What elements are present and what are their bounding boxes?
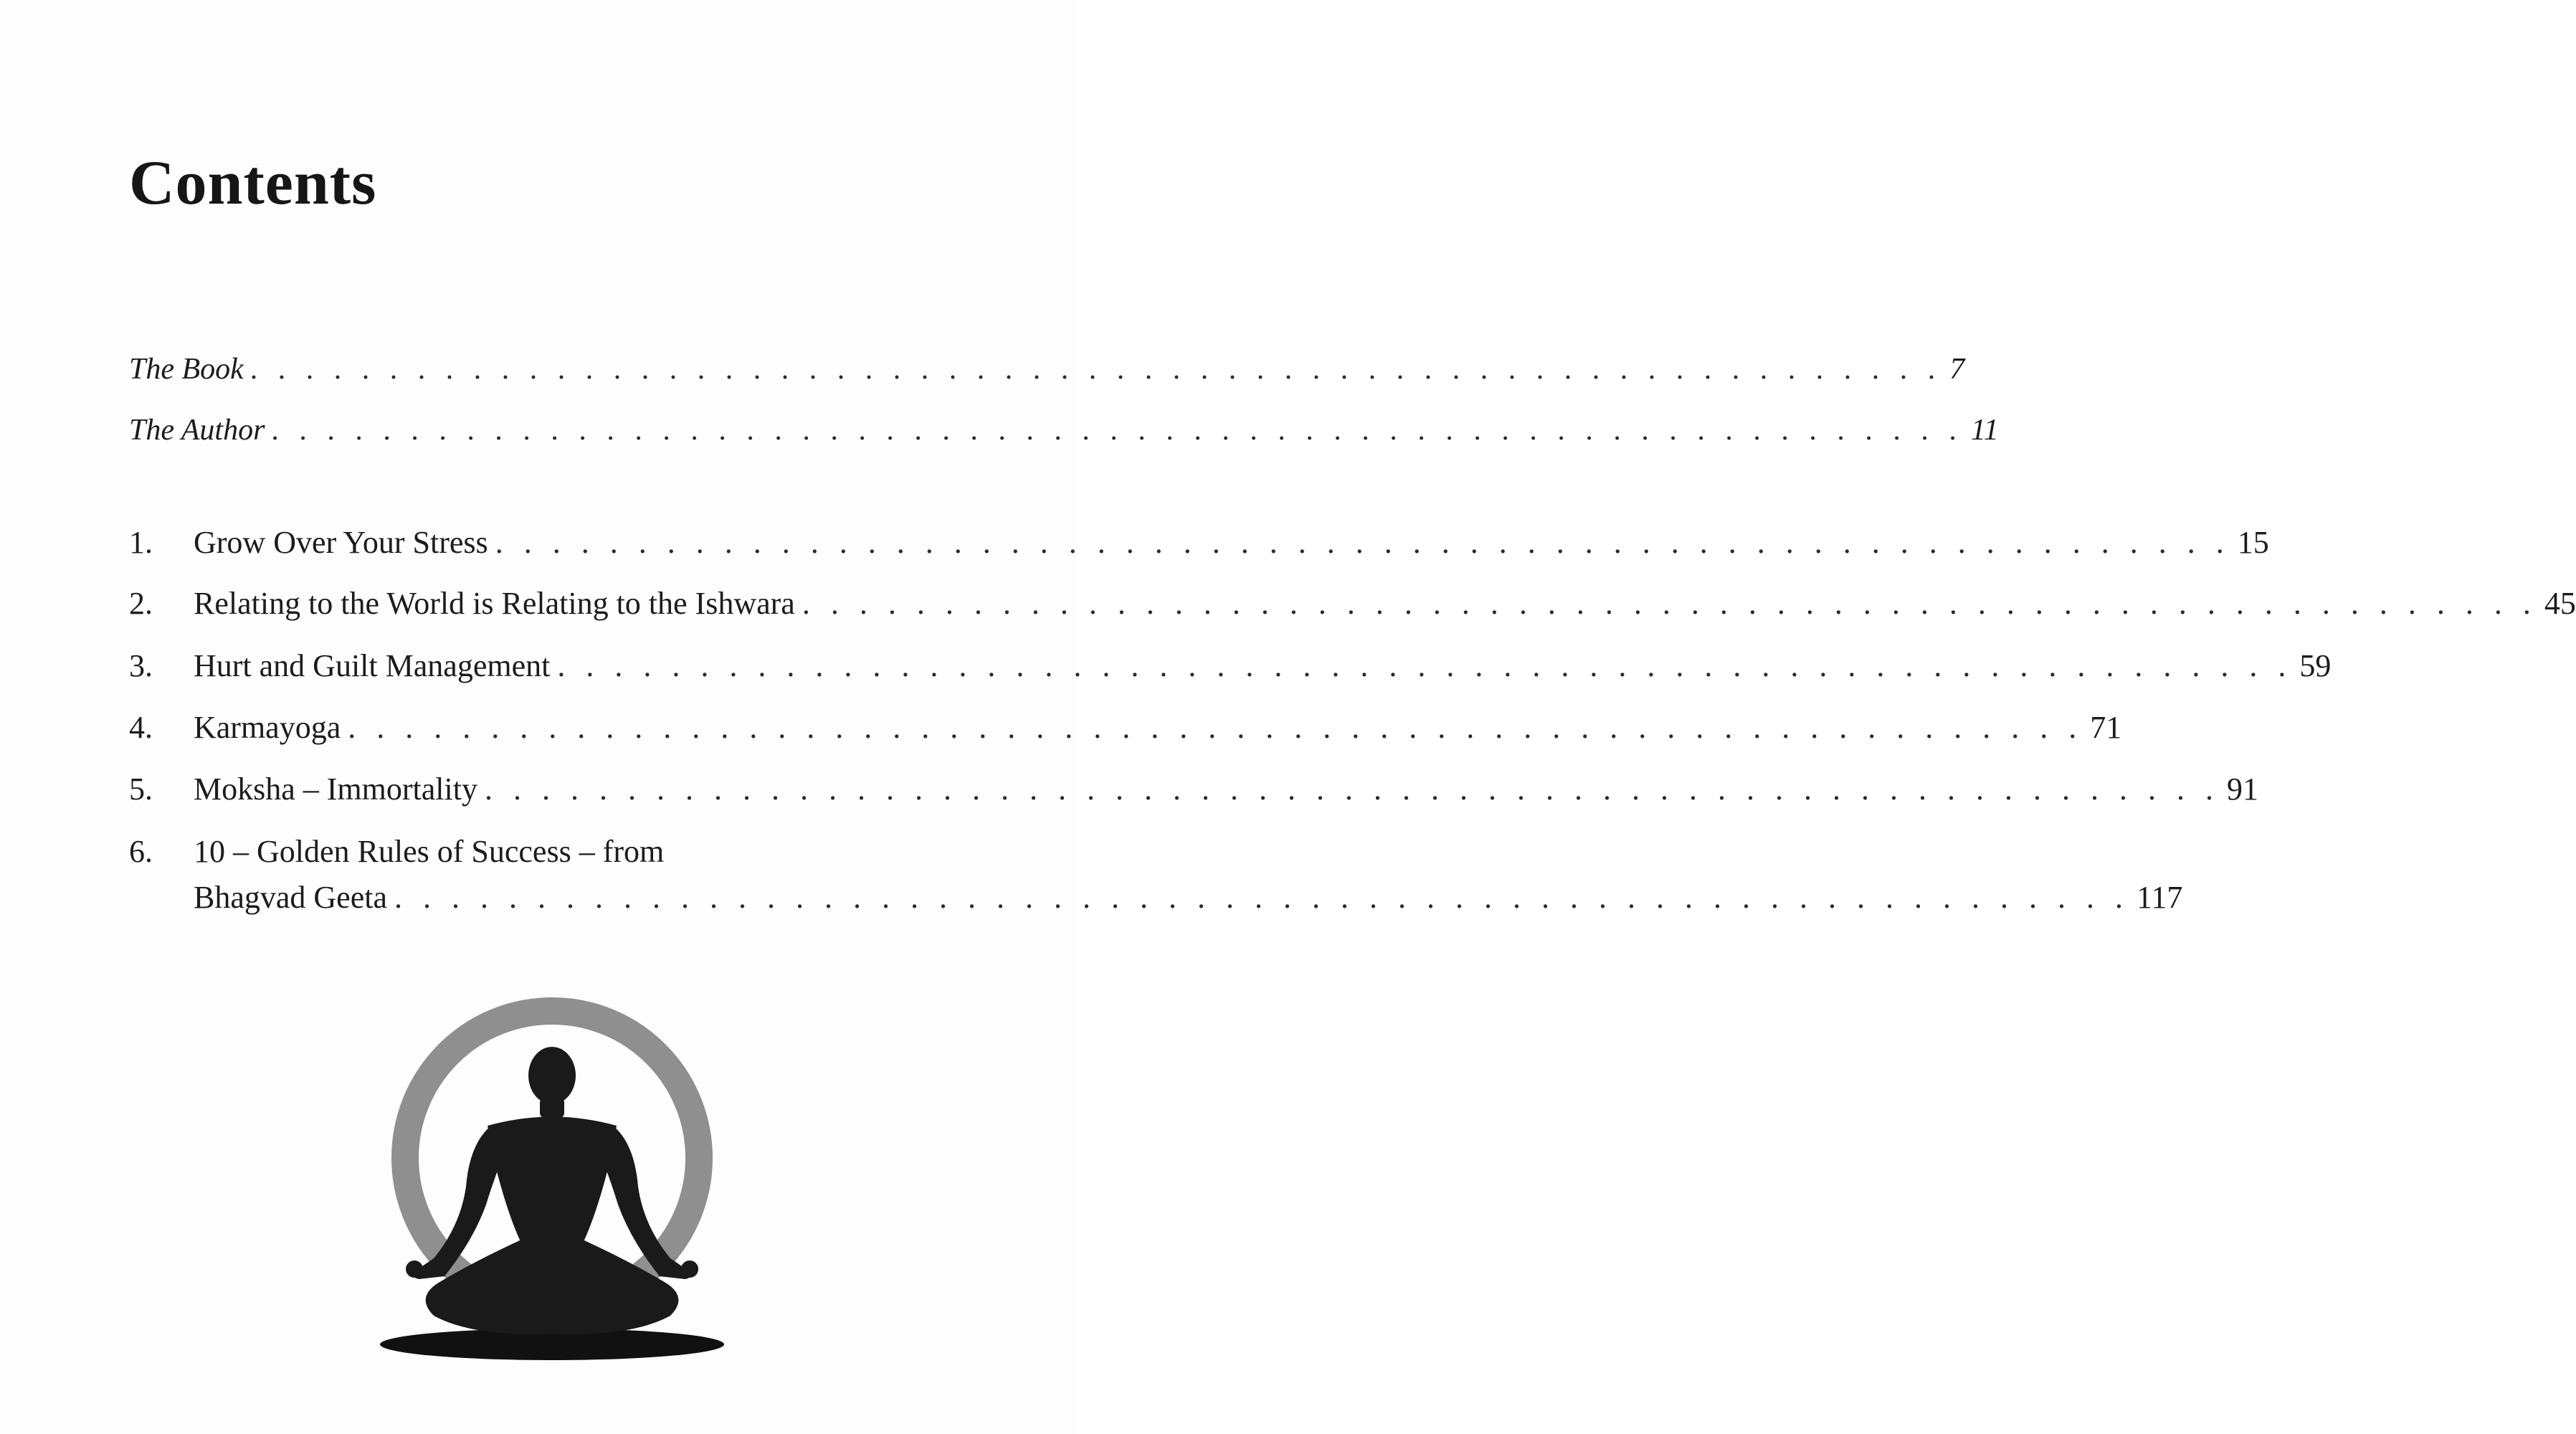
chapter-page: 117 bbox=[2137, 880, 2183, 915]
toc-entry-the-book[interactable] bbox=[129, 348, 1965, 391]
figure-silhouette bbox=[406, 1047, 698, 1334]
dot-leader: . . . . . . . . . . . . . . . . . . . . . . . . . . . . . . . . . . . . . . . . . . . . . . . . . . . . . . . . . . . . . bbox=[348, 710, 2083, 745]
toc-entry-chapter-3[interactable] bbox=[129, 645, 2332, 688]
dot-leader: . . . . . . . . . . . . . . . . . . . . . . . . . . . . . . . . . . . . . . . . . . . . . . . . . . . . . . . . . . . . . bbox=[272, 414, 1964, 447]
toc-entry-label: The Book bbox=[129, 353, 244, 386]
chapter-title: Grow Over Your Stress bbox=[194, 525, 488, 560]
chapter-title-line-2: Bhagvad Geeta bbox=[194, 880, 387, 915]
chapter-title-line-1: 10 – Golden Rules of Success – from bbox=[194, 834, 665, 869]
toc-entry-chapter-1[interactable] bbox=[129, 521, 2269, 564]
toc-entry-label: The Author bbox=[129, 414, 265, 447]
chapter-title: Relating to the World is Relating to the Ishwara bbox=[194, 586, 795, 621]
meditating-figure-icon bbox=[366, 989, 738, 1369]
toc-entry-page: 11 bbox=[1970, 414, 1999, 447]
chapter-number: 5. bbox=[129, 771, 153, 807]
toc-entry-chapter-6-line-1[interactable] bbox=[129, 830, 975, 873]
chapter-number: 3. bbox=[129, 648, 153, 683]
chapter-page: 71 bbox=[2090, 710, 2122, 745]
toc-entry-chapter-5[interactable] bbox=[129, 768, 2258, 811]
page-title: Contents bbox=[129, 148, 377, 218]
chapter-page: 59 bbox=[2299, 648, 2332, 683]
toc-entry-the-author[interactable] bbox=[129, 409, 1999, 452]
chapter-number: 1. bbox=[129, 525, 153, 560]
dot-leader: . . . . . . . . . . . . . . . . . . . . . . . . . . . . . . . . . . . . . . . . . . . . . . . . . . . . . . . . . . . . . bbox=[484, 771, 2220, 807]
dot-leader: . . . . . . . . . . . . . . . . . . . . . . . . . . . . . . . . . . . . . . . . . . . . . . . . . . . . . . . . . . . . . bbox=[495, 525, 2230, 560]
chapter-number: 4. bbox=[129, 710, 153, 745]
dot-leader: . . . . . . . . . . . . . . . . . . . . . . . . . . . . . . . . . . . . . . . . . . . . . . . . . . . . . . . . . . . . . bbox=[802, 586, 2537, 621]
toc-entry-chapter-4[interactable] bbox=[129, 706, 2122, 749]
chapter-number: 2. bbox=[129, 586, 153, 621]
chapter-page: 45 bbox=[2544, 586, 2576, 621]
toc-entry-chapter-6-line-2[interactable] bbox=[129, 876, 2183, 919]
dot-leader: . . . . . . . . . . . . . . . . . . . . . . . . . . . . . . . . . . . . . . . . . . . . . . . . . . . . . . . . . . . . . bbox=[557, 648, 2293, 683]
toc-entry-chapter-2[interactable] bbox=[129, 582, 2576, 625]
chapter-page: 91 bbox=[2226, 771, 2258, 807]
dot-leader: . . . . . . . . . . . . . . . . . . . . . . . . . . . . . . . . . . . . . . . . . . . . . . . . . . . . . . . . . . . . . bbox=[394, 880, 2129, 915]
chapter-title: Hurt and Guilt Management bbox=[194, 648, 551, 683]
chapter-title: Karmayoga bbox=[194, 710, 341, 745]
dot-leader: . . . . . . . . . . . . . . . . . . . . . . . . . . . . . . . . . . . . . . . . . . . . . . . . . . . . . . . . . . . . . bbox=[250, 353, 1943, 386]
chapter-page: 15 bbox=[2237, 525, 2269, 560]
chapter-title: Moksha – Immortality bbox=[194, 771, 477, 807]
toc-entry-page: 7 bbox=[1949, 353, 1965, 386]
chapter-number: 6. bbox=[129, 834, 153, 869]
